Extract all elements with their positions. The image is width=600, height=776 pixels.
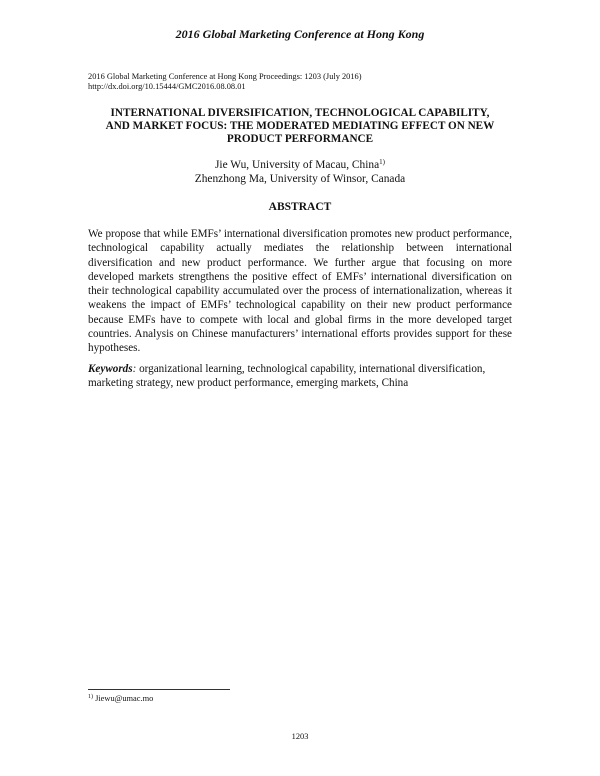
keywords-separator: : bbox=[132, 363, 137, 375]
footnote-divider bbox=[88, 689, 230, 690]
proceedings-citation: 2016 Global Marketing Conference at Hong Kong Proceedings: 1203 (July 2016) bbox=[88, 72, 362, 81]
proceedings-info bbox=[88, 72, 362, 92]
keywords-label: Keywords bbox=[88, 363, 133, 375]
doi-link[interactable]: http://dx.doi.org/10.15444/GMC2016.08.08.01 bbox=[88, 82, 246, 91]
author-list bbox=[88, 158, 512, 186]
footnote bbox=[88, 694, 153, 703]
title-line: PRODUCT PERFORMANCE bbox=[226, 133, 374, 145]
footnote-mark: 1) bbox=[379, 158, 385, 166]
author-line bbox=[88, 158, 512, 172]
footnote-email: Jiewu@umac.mo bbox=[93, 694, 154, 703]
title-line: INTERNATIONAL DIVERSIFICATION, TECHNOLOGICAL CAPABILITY, bbox=[110, 107, 490, 119]
keywords-text: organizational learning, technological capability, international diversification, marketing strategy, new product performance, emerging markets, China bbox=[88, 363, 486, 390]
keywords-paragraph bbox=[88, 362, 512, 391]
abstract-body: We propose that while EMFs’ international diversification promotes new product performance, technological capability actually mediates the relationship between international diversification and new product performance. We further argue that focusing on more developed markets strengthens the positive effect of EMFs’ international diversification on their technological capability accumulated over the process of internationalization, whereas it weakens the impact of EMFs’ technological capability on their new product performance because EMFs have to compete with local and global firms in the more developed target countries. Analysis on Chinese manufacturers’ international efforts provides support for these hypotheses. bbox=[88, 228, 512, 355]
abstract-heading: ABSTRACT bbox=[268, 201, 332, 213]
paper-title bbox=[88, 107, 512, 146]
running-header: 2016 Global Marketing Conference at Hong Kong bbox=[175, 27, 425, 41]
author-affiliation: Jie Wu, University of Macau, China bbox=[215, 159, 380, 171]
author-line bbox=[88, 172, 512, 186]
page-number: 1203 bbox=[291, 732, 309, 741]
author-affiliation: Zhenzhong Ma, University of Winsor, Canada bbox=[194, 173, 406, 185]
footnote-mark: 1) bbox=[88, 694, 93, 700]
title-line: AND MARKET FOCUS: THE MODERATED MEDIATING EFFECT ON NEW bbox=[105, 120, 495, 132]
